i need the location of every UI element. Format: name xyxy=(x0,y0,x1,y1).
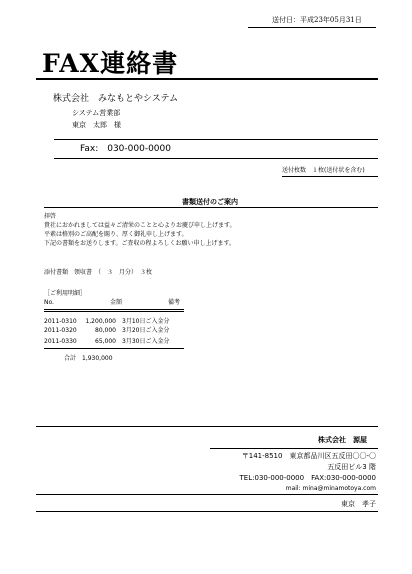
send-date: 送付日：平成23年05月31日 xyxy=(272,16,362,24)
attachment-line: 添付書類 領収書 （ ３ 月分） ３枚 xyxy=(44,269,153,276)
column-amount: 金額 xyxy=(110,299,123,306)
sender-bottom-rule xyxy=(36,494,378,495)
body-line-2: 平素は格別のご高配を賜り、厚く御礼申し上げます。 xyxy=(44,231,188,238)
row-3-amount: 65,000 xyxy=(95,338,116,345)
recipient-company: 株式会社 みなもとやシステム xyxy=(53,94,179,104)
table-header-rule-1 xyxy=(44,309,184,310)
page-count-underline xyxy=(282,176,378,177)
page-count: 送付枚数 １枚(送付状を含む) xyxy=(282,167,365,174)
row-2-no: 2011-0320 xyxy=(44,327,77,334)
row-2-amount: 80,000 xyxy=(95,327,116,334)
body-line-1: 貴社におかれましては益々ご清栄のことと心よりお慶び申し上げます。 xyxy=(44,222,236,229)
body-greeting: 拝啓 xyxy=(44,213,57,220)
sender-person: 東京 孝子 xyxy=(341,500,376,508)
subject: 書類送付のご案内 xyxy=(182,198,238,206)
sender-person-rule xyxy=(36,511,378,512)
recipient-person: 東京 太郎 様 xyxy=(72,121,121,129)
recipient-rule-2 xyxy=(54,158,378,159)
row-3-note: 3月30日ご入金分 xyxy=(122,338,170,345)
row-2-note: 3月20日ご入金分 xyxy=(122,327,170,334)
recipient-rule-1 xyxy=(54,139,378,140)
statement-total: 合計 1,930,000 xyxy=(64,355,113,362)
statement-heading: ［ご利用明細］ xyxy=(44,290,87,297)
row-1-note: 3月10日ご入金分 xyxy=(122,318,170,325)
sender-top-rule xyxy=(36,426,378,427)
table-footer-rule xyxy=(44,348,184,349)
sender-address-2: 五反田ビル3 階 xyxy=(327,463,376,471)
recipient-department: システム営業部 xyxy=(72,109,121,117)
subject-rule xyxy=(44,207,378,208)
title-rule xyxy=(36,78,378,80)
row-1-amount: 1,200,000 xyxy=(85,318,116,325)
body-line-3: 下記の書類をお送りします。ご査収の程よろしくお願い申し上げます。 xyxy=(44,240,236,247)
sender-tel-fax: TEL:030-000-0000 FAX:030-000-0000 xyxy=(239,474,376,482)
column-note: 備考 xyxy=(168,299,181,306)
sender-mail: mail: mina@minamotoya.com xyxy=(285,485,376,492)
document-title: FAX連絡書 xyxy=(42,49,179,78)
sender-company: 株式会社 源屋 xyxy=(318,436,367,444)
row-3-no: 2011-0330 xyxy=(44,338,77,345)
recipient-fax: Fax: 030-000-0000 xyxy=(80,144,171,154)
sender-company-rule xyxy=(210,448,378,449)
send-date-underline xyxy=(248,27,376,28)
column-no: No. xyxy=(44,299,54,306)
sender-address-1: 〒141-8510 東京都品川区五反田〇〇-〇 xyxy=(241,452,376,460)
row-1-no: 2011-0310 xyxy=(44,318,77,325)
table-header-rule-2 xyxy=(44,311,184,312)
